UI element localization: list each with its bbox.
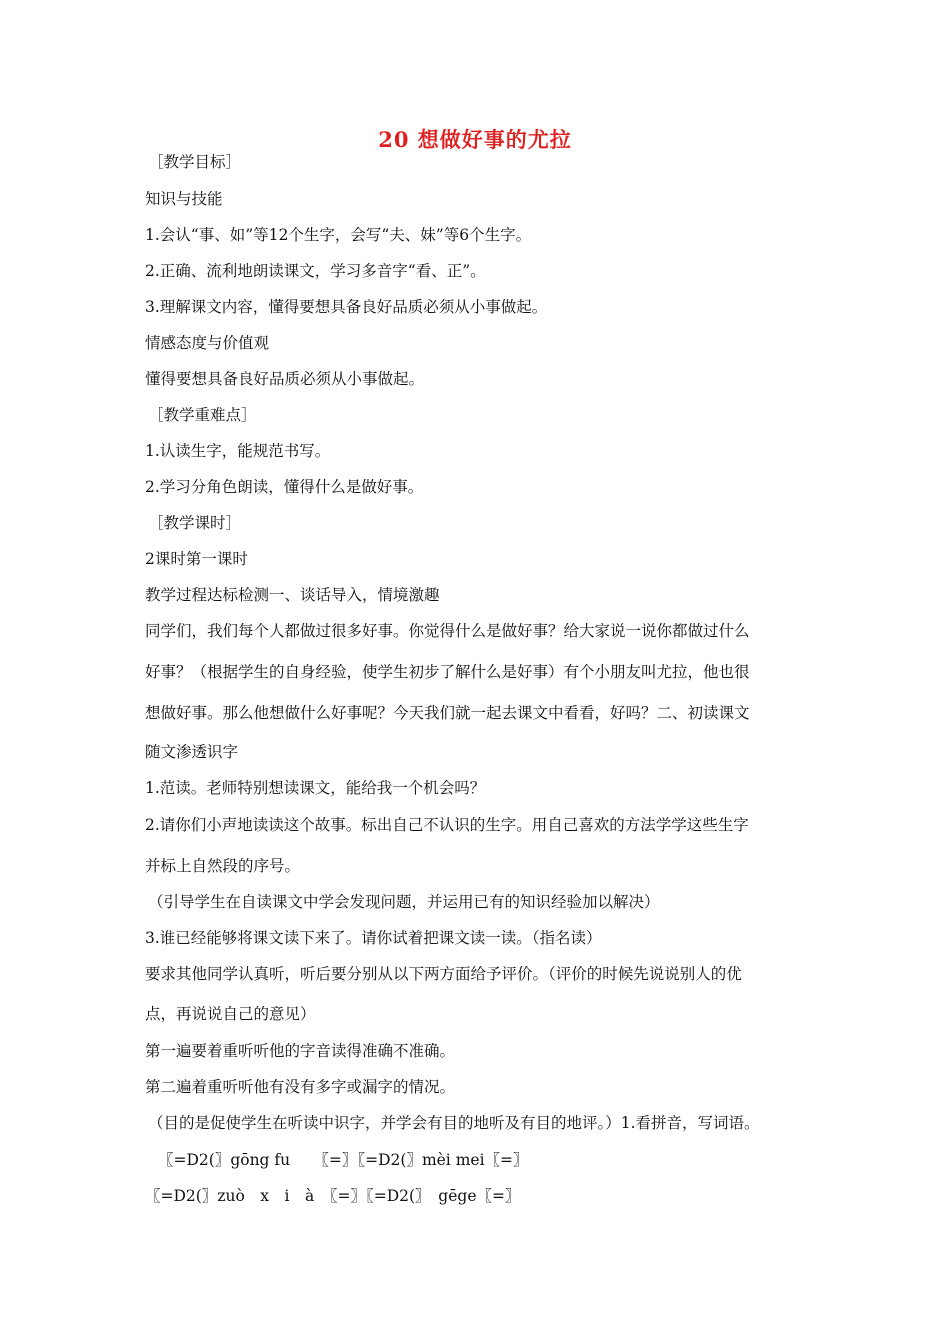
note-line: （目的是促使学生在听读中识字，并学会有目的地听及有目的地评。）1.看拼音，写词语。 <box>148 1114 760 1132</box>
key-point-2: 2.学习分角色朗读，懂得什么是做好事。 <box>145 478 424 496</box>
process-heading: 教学过程达标检测一、谈话导入，情境激趣 <box>145 586 440 604</box>
paragraph-line: 好事？（根据学生的自身经验，使学生初步了解什么是好事）有个小朋友叫尤拉，他也很 <box>145 663 750 681</box>
subheading-emotion-values: 情感态度与价值观 <box>145 334 270 352</box>
goal-item-1: 1.会认“事、如”等12个生字，会写“夫、妹”等6个生字。 <box>145 226 532 244</box>
paragraph-line: 第二遍着重听听他有没有多字或漏字的情况。 <box>145 1078 456 1096</box>
paragraph-line: 第一遍要着重听听他的字音读得准确不准确。 <box>145 1042 456 1060</box>
page-title: 20 想做好事的尤拉 <box>378 127 572 152</box>
section-heading-class-hours: ［教学课时］ <box>148 514 242 532</box>
step-item-2: 2.请你们小声地读读这个故事。标出自己不认识的生字。用自己喜欢的方法学学这些生字 <box>145 816 749 834</box>
note-line: （引导学生在自读课文中学会发现问题，并运用已有的知识经验加以解决） <box>148 893 660 911</box>
goal-item-2: 2.正确、流利地朗读课文，学习多音字“看、正”。 <box>145 262 486 280</box>
paragraph-line: 点，再说说自己的意见） <box>145 1005 316 1023</box>
section-heading-key-points: ［教学重难点］ <box>148 406 257 424</box>
class-hours-text: 2课时第一课时 <box>145 550 248 568</box>
key-point-1: 1.认读生字，能规范书写。 <box>145 442 331 460</box>
paragraph-line: 同学们，我们每个人都做过很多好事。你觉得什么是做好事？给大家说一说你都做过什么 <box>145 622 750 640</box>
pinyin-exercise-row-1: 〖=D2(〗gōng fu 〖=〗〖=D2(〗mèi mei〖=〗 <box>158 1151 529 1169</box>
paragraph-line: 要求其他同学认真听，听后要分别从以下两方面给予评价。（评价的时候先说说别人的优 <box>145 965 742 983</box>
pinyin-exercise-row-2: 〖=D2(〗zuò x i à 〖=〗〖=D2(〗 gēge〖=〗 <box>145 1187 521 1205</box>
subheading-knowledge-skills: 知识与技能 <box>145 190 223 208</box>
goal-item-3: 3.理解课文内容，懂得要想具备良好品质必须从小事做起。 <box>145 298 548 316</box>
step-item-2-cont: 并标上自然段的序号。 <box>145 857 301 875</box>
step-item-1: 1.范读。老师特别想读课文，能给我一个机会吗？ <box>145 779 486 797</box>
section-heading-teaching-goals: ［教学目标］ <box>148 153 242 171</box>
paragraph-line: 随文渗透识字 <box>145 743 239 761</box>
paragraph-line: 想做好事。那么他想做什么好事呢？今天我们就一起去课文中看看，好吗？二、初读课文 <box>145 704 750 722</box>
emotion-goal-text: 懂得要想具备良好品质必须从小事做起。 <box>145 370 425 388</box>
step-item-3: 3.谁已经能够将课文读下来了。请你试着把课文读一读。（指名读） <box>145 929 602 947</box>
